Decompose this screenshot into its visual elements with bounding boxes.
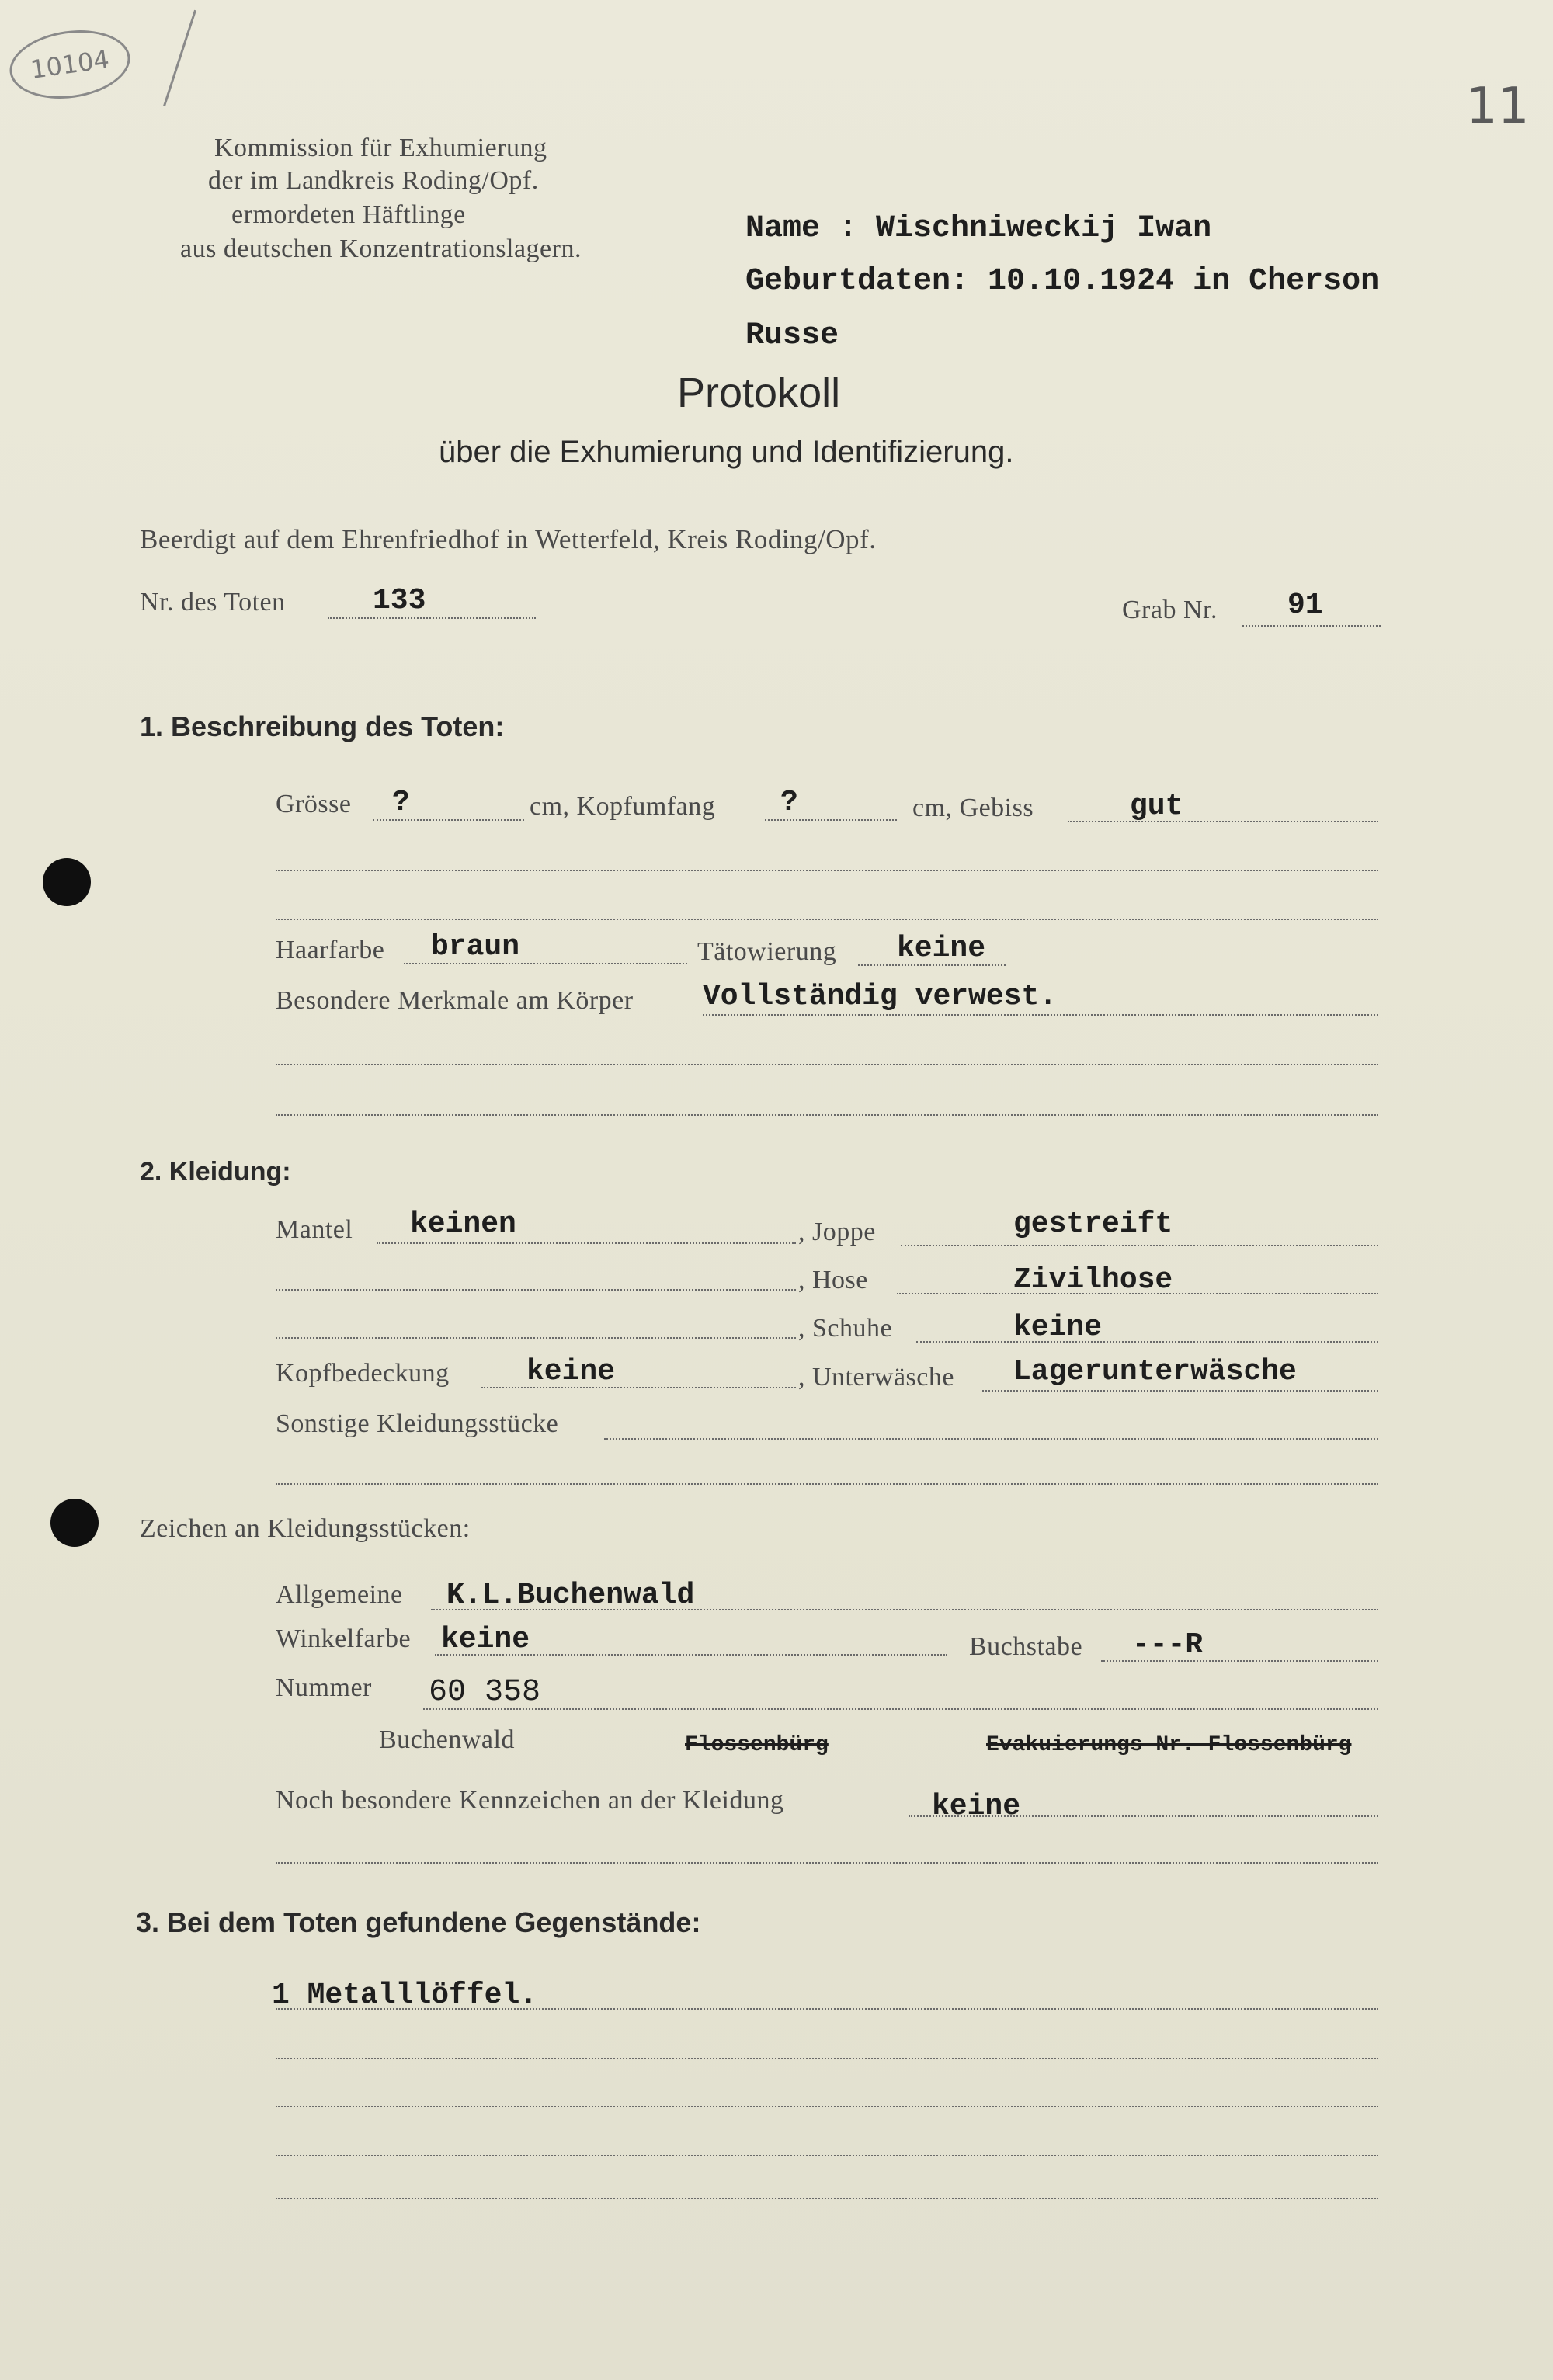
letter-value: ---R	[1132, 1628, 1204, 1662]
hose-label: , Hose	[798, 1266, 868, 1294]
marks-heading: Zeichen an Kleidungsstücken:	[140, 1514, 471, 1543]
marks-label: Besondere Merkmale am Körper	[276, 986, 634, 1015]
number-label: Nummer	[276, 1673, 372, 1702]
size-label: Grösse	[276, 790, 352, 818]
number-value: 60 358	[429, 1675, 541, 1710]
page-title: Protokoll	[677, 370, 841, 416]
teeth-value: gut	[1130, 790, 1183, 823]
burial-place: Beerdigt auf dem Ehrenfriedhof in Wetterfeld, Kreis Roding/Opf.	[140, 524, 877, 554]
triangle-color-label: Winkelfarbe	[276, 1624, 412, 1653]
cm-headsize-label: cm, Kopfumfang	[530, 792, 716, 821]
nationality-line: Russe	[745, 318, 839, 353]
commission-line-1: Kommission für Exhumierung	[214, 134, 547, 162]
headwear-value: keine	[526, 1355, 616, 1388]
name-line: Name : Wischniweckij Iwan	[745, 211, 1212, 246]
further-marks-value: keine	[932, 1790, 1021, 1823]
general-value: K.L.Buchenwald	[446, 1579, 695, 1612]
found-item: 1 Metalllöffel.	[272, 1979, 538, 2012]
head-size-value: ?	[780, 786, 798, 819]
punch-hole-bottom	[50, 1499, 99, 1547]
page-number: 11	[1466, 78, 1530, 135]
commission-line-3: ermordeten Häftlinge	[231, 200, 466, 229]
punch-hole-top	[43, 858, 91, 906]
cm-teeth-label: cm, Gebiss	[912, 794, 1034, 822]
joppe-label: , Joppe	[798, 1218, 876, 1246]
tattoo-label: Tätowierung	[697, 937, 837, 966]
section-1-heading: 1. Beschreibung des Toten:	[140, 711, 505, 742]
pencil-slash	[163, 10, 196, 107]
commission-line-4: aus deutschen Konzentrationslagern.	[180, 235, 582, 263]
joppe-value: gestreift	[1013, 1207, 1173, 1241]
mantel-label: Mantel	[276, 1215, 353, 1244]
dead-number-label: Nr. des Toten	[140, 588, 286, 617]
archive-stamp	[5, 23, 134, 106]
underwear-label: , Unterwäsche	[798, 1363, 954, 1392]
size-value: ?	[392, 786, 410, 819]
birth-line: Geburtdaten: 10.10.1924 in Cherson	[745, 264, 1380, 299]
dead-number-value: 133	[373, 584, 426, 617]
struck-evacuation-number: Evakuierungs-Nr.-Flossenbürg	[986, 1733, 1352, 1757]
tattoo-value: keine	[897, 932, 986, 965]
hair-value: braun	[431, 930, 520, 964]
schuhe-value: keine	[1013, 1311, 1103, 1344]
struck-flossenburg: Flossenbürg	[685, 1733, 829, 1757]
section-3-heading: 3. Bei dem Toten gefundene Gegenstände:	[136, 1906, 701, 1938]
general-label: Allgemeine	[276, 1580, 403, 1609]
headwear-label: Kopfbedeckung	[276, 1359, 450, 1388]
underwear-value: Lagerunterwäsche	[1013, 1355, 1297, 1388]
commission-line-2: der im Landkreis Roding/Opf.	[208, 166, 539, 195]
letter-label: Buchstabe	[969, 1632, 1083, 1661]
grave-value: 91	[1287, 589, 1323, 622]
triangle-color-value: keine	[441, 1623, 530, 1656]
mantel-value: keinen	[410, 1207, 516, 1241]
hair-label: Haarfarbe	[276, 936, 385, 964]
buchenwald-label: Buchenwald	[379, 1725, 515, 1754]
schuhe-label: , Schuhe	[798, 1314, 893, 1343]
grave-label: Grab Nr.	[1122, 596, 1218, 624]
other-clothing-label: Sonstige Kleidungsstücke	[276, 1409, 559, 1438]
section-2-heading: 2. Kleidung:	[140, 1157, 291, 1187]
page-subtitle: über die Exhumierung und Identifizierung.	[439, 435, 1014, 469]
hose-value: Zivilhose	[1013, 1263, 1173, 1297]
marks-value: Vollständig verwest.	[703, 980, 1058, 1013]
further-marks-label: Noch besondere Kennzeichen an der Kleidung	[276, 1786, 784, 1815]
stamp-number: 10104	[28, 44, 112, 85]
